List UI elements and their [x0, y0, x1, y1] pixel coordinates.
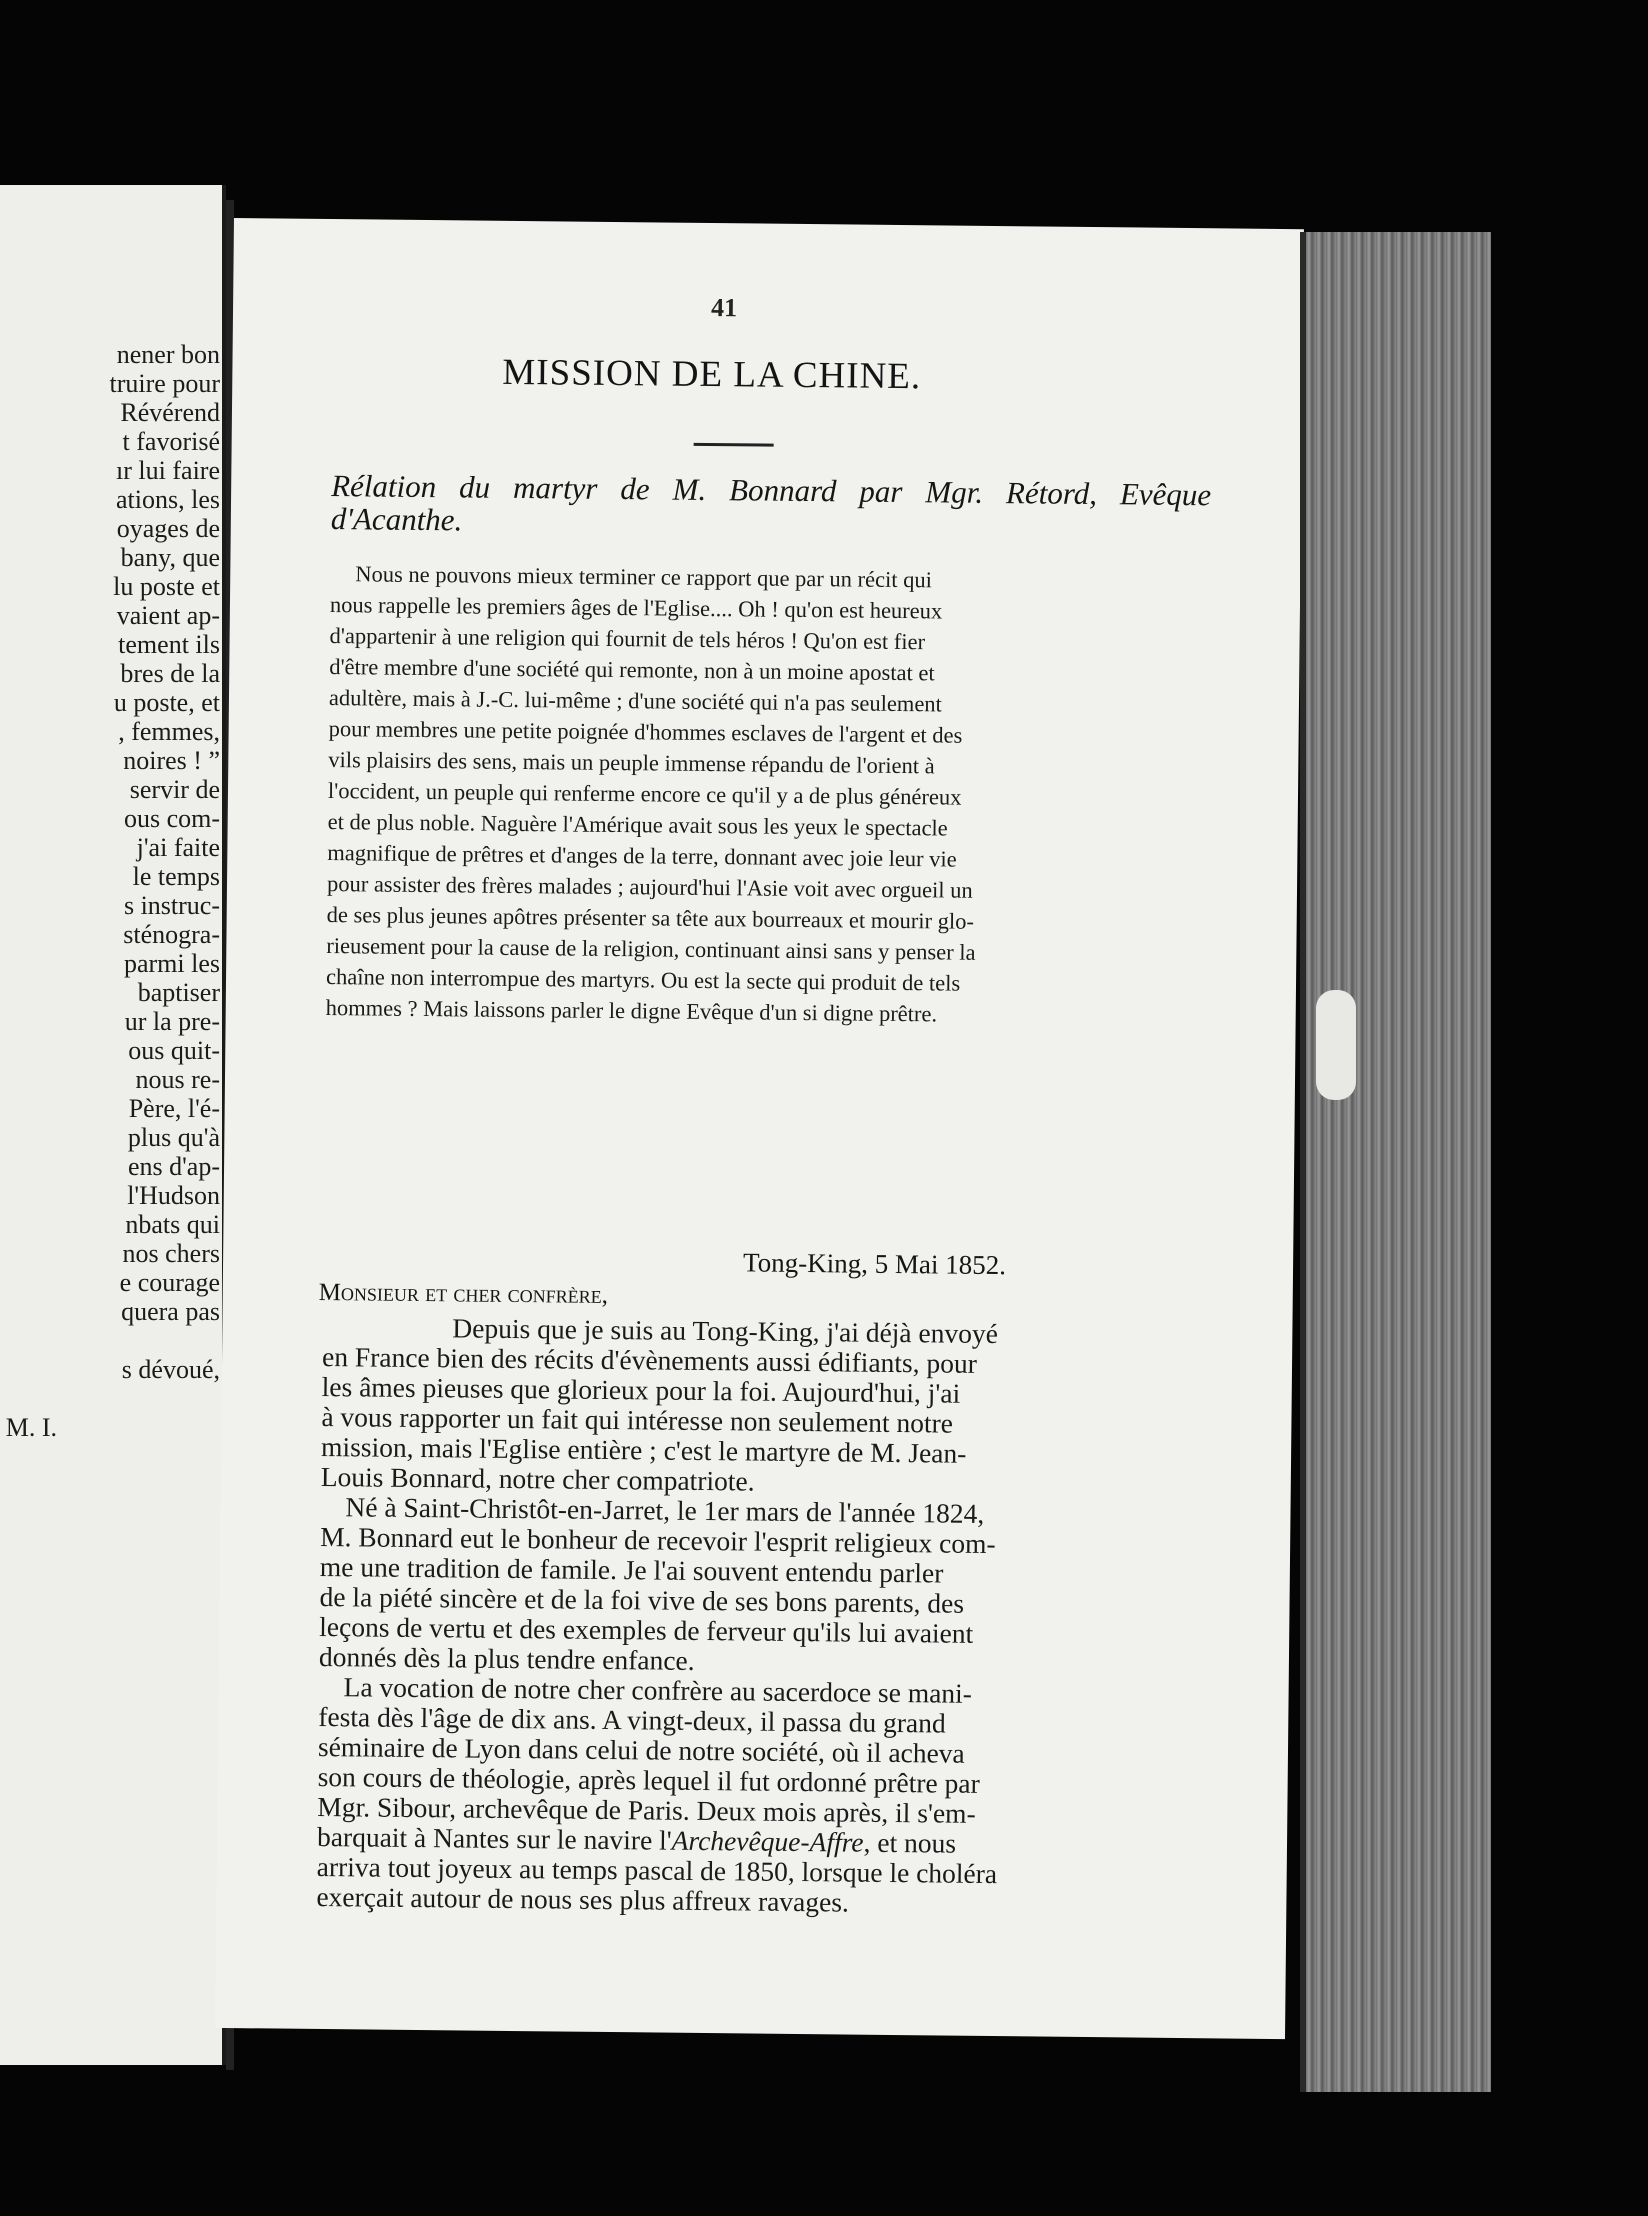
left-page-line: ations, les: [116, 485, 220, 514]
intro-line: adultère, mais à J.-C. lui-même ; d'une société qui n'a pas seulement: [328, 685, 943, 717]
letter-salutation: Monsieur et cher confrère,: [318, 1278, 609, 1309]
intro-line: de ses plus jeunes apôtres présenter sa tête aux bourreaux et mourir glo-: [326, 902, 975, 934]
title-divider: [694, 443, 774, 447]
left-page-line: ur la pre-: [124, 1007, 220, 1036]
left-page-line: ous quit-: [128, 1036, 220, 1065]
intro-line: et de plus noble. Naguère l'Amérique avait sous les yeux le spectacle: [327, 809, 948, 841]
left-page-line: Révérend: [120, 398, 220, 427]
letter-line: La vocation de notre cher confrère au sacerdoce se mani-: [343, 1671, 973, 1709]
letter-line: séminaire de Lyon dans celui de notre société, où il acheva: [317, 1730, 965, 1769]
left-page-line: vaient ap-: [116, 601, 220, 630]
article-subtitle: Rélation du martyr de M. Bonnard par Mgr. Rétord, Evêque d'Acanthe.: [330, 468, 1212, 538]
left-page-line: le temps: [132, 862, 220, 891]
left-page-line: parmi les: [123, 949, 220, 978]
left-page-line: ous com-: [123, 804, 220, 833]
letter-line: mission, mais l'Eglise entière ; c'est le martyre de M. Jean-: [320, 1430, 967, 1469]
left-page-line: lu poste et: [113, 572, 220, 601]
left-page-line: t favorisé: [122, 427, 220, 456]
left-page-line: u poste, et: [113, 688, 220, 717]
ship-name: Archevêque-Affre: [671, 1824, 864, 1858]
letter-line: arriva tout joyeux au temps pascal de 1850, lorsque le choléra: [316, 1850, 998, 1890]
letter-line: me une tradition de famile. Je l'ai souvent entendu parler: [319, 1550, 944, 1589]
page-title: MISSION DE LA CHINE.: [502, 351, 922, 398]
letter-line: en France bien des récits d'évènements aussi édifiants, pour: [321, 1340, 978, 1379]
left-page-line: bany, que: [120, 543, 220, 572]
left-page-line: nos chers: [122, 1239, 220, 1268]
letter-line: de la piété sincère et de la foi vive de ses bons parents, des: [319, 1580, 965, 1619]
left-page-line: servir de: [129, 775, 220, 804]
book-page-edges: [1300, 232, 1491, 2092]
intro-line: vils plaisirs des sens, mais un peuple immense répandu de l'orient à: [328, 747, 935, 779]
intro-line: pour membres une petite poignée d'hommes esclaves de l'argent et des: [328, 716, 963, 748]
intro-line: d'être membre d'une société qui remonte, non à un moine apostat et: [329, 654, 935, 686]
left-page-line: j'ai faite: [136, 833, 220, 862]
left-page-line: noires ! ”: [123, 746, 220, 775]
left-page-line: baptiser: [137, 978, 220, 1007]
letter-line: leçons de vertu et des exemples de ferveur qu'ils lui avaient: [319, 1610, 974, 1649]
intro-line: Nous ne pouvons mieux terminer ce rapport que par un récit qui: [355, 561, 933, 593]
letter-line: Depuis que je suis au Tong-King, j'ai déjà envoyé: [452, 1312, 999, 1350]
letter-line: Né à Saint-Christôt-en-Jarret, le 1er mars de l'année 1824,: [345, 1491, 985, 1529]
intro-line: rieusement pour la cause de la religion, continuant ainsi sans y penser la: [326, 933, 976, 965]
letter-line: exerçait autour de nous ses plus affreux ravages.: [316, 1880, 850, 1918]
intro-line: chaîne non interrompue des martyrs. Ou est la secte qui produit de tels: [325, 964, 961, 996]
left-page-line: plus qu'à: [127, 1123, 220, 1152]
left-page-line: tement ils: [118, 630, 220, 659]
left-page-line: e courage: [119, 1268, 220, 1297]
intro-line: magnifique de prêtres et d'anges de la terre, donnant avec joie leur vie: [327, 840, 957, 872]
intro-line: pour assister des frères malades ; aujourd'hui l'Asie voit avec orgueil un: [326, 871, 973, 903]
left-page-line: nener bon: [116, 340, 220, 369]
letter-line: Louis Bonnard, notre cher compatriote.: [320, 1460, 755, 1497]
intro-line: nous rappelle les premiers âges de l'Eglise.... Oh ! qu'on est heureux: [329, 592, 943, 624]
letter-line: Mgr. Sibour, archevêque de Paris. Deux mois après, il s'em-: [317, 1790, 976, 1829]
left-page-line: s dévoué,: [121, 1355, 220, 1384]
left-page-line: s instruc-: [123, 891, 220, 920]
left-page-line: ens d'ap-: [127, 1152, 220, 1181]
intro-line: d'appartenir à une religion qui fournit de tels héros ! Qu'on est fier: [329, 623, 926, 655]
left-page-line: bres de la: [120, 659, 220, 688]
page-edge-blot: [1316, 990, 1356, 1100]
intro-line: l'occident, un peuple qui renferme encore ce qu'il y a de plus généreux: [327, 778, 962, 810]
letter-line: à vous rapporter un fait qui intéresse non seulement notre: [321, 1400, 954, 1439]
letter-line-text: barquait à Nantes sur le navire l': [316, 1820, 672, 1856]
left-page-line: oyages de: [116, 514, 220, 543]
letter-line: son cours de théologie, après lequel il fut ordonné prêtre par: [317, 1760, 980, 1799]
left-page: [0, 185, 226, 2065]
intro-line: hommes ? Mais laissons parler le digne Evêque d'un si digne prêtre.: [325, 995, 938, 1027]
left-page-line: ır lui faire: [116, 456, 220, 485]
left-page-line: Père, l'é-: [128, 1094, 220, 1123]
left-page-line: sténogra-: [123, 920, 220, 949]
letter-line: donnés dès la plus tendre enfance.: [318, 1640, 695, 1676]
left-page-line: l'Hudson: [127, 1181, 220, 1210]
letter-place-date: Tong-King, 5 Mai 1852.: [742, 1247, 1007, 1281]
left-page-line: truire pour: [109, 369, 220, 398]
letter-line: les âmes pieuses que glorieux pour la foi. Aujourd'hui, j'ai: [321, 1370, 961, 1409]
page-number: 41: [710, 293, 738, 323]
letter-line-text: , et nous: [863, 1826, 957, 1859]
left-page-line: , femmes,: [118, 717, 220, 746]
left-page-line: M. I.: [5, 1413, 57, 1442]
left-page-line: nbats qui: [125, 1210, 220, 1239]
left-page-line: quera pas: [121, 1297, 220, 1326]
left-page-line: nous re-: [135, 1065, 220, 1094]
letter-line: festa dès l'âge de dix ans. A vingt-deux, il passa du grand: [318, 1700, 946, 1739]
right-page: [215, 218, 1304, 2039]
letter-line: M. Bonnard eut le bonheur de recevoir l'esprit religieux com-: [320, 1520, 996, 1560]
